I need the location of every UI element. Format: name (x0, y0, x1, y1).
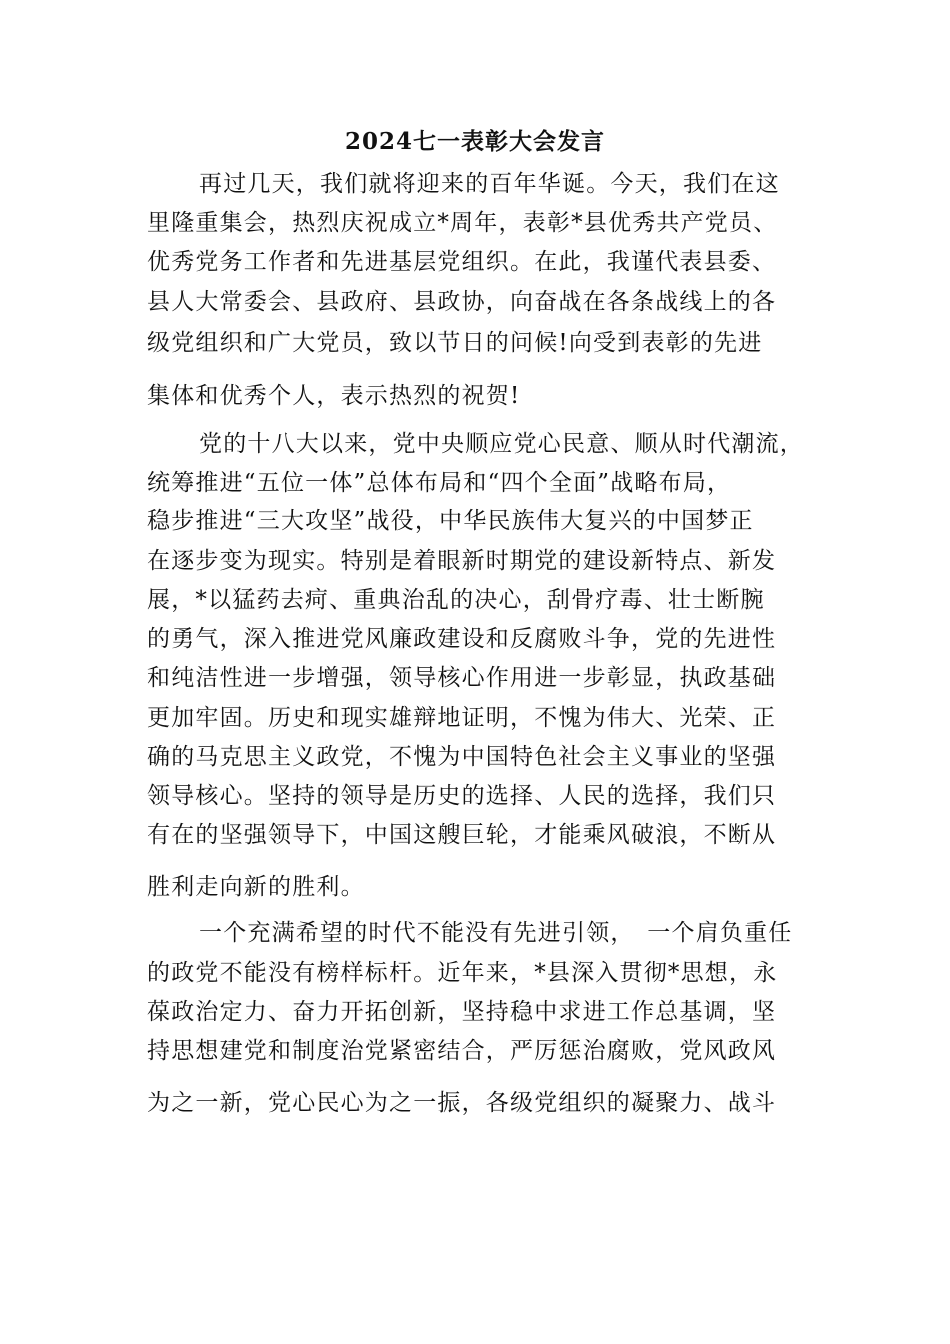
paragraph-2-line-12: 胜利走向新的胜利。 (147, 874, 365, 900)
paragraph-1-line-3: 优秀党务工作者和先进基层党组织。在此，我谨代表县委、 (147, 249, 777, 275)
paragraph-3-line-1: 一个充满希望的时代不能没有先进引领， 一个肩负重任 (199, 920, 793, 946)
paragraph-1-line-5: 级党组织和广大党员，致以节日的问候!向受到表彰的先进 (147, 330, 763, 356)
paragraph-2-line-3: 稳步推进“三大攻坚”战役，中华民族伟大复兴的中国梦正 (147, 508, 754, 534)
paragraph-1-line-6: 集体和优秀个人，表示热烈的祝贺! (147, 383, 521, 409)
paragraph-1-line-4: 县人大常委会、县政府、县政协，向奋战在各条战线上的各 (147, 289, 777, 315)
paragraph-3-line-3: 葆政治定力、奋力开拓创新，坚持稳中求进工作总基调，坚 (147, 999, 777, 1025)
paragraph-2-line-4: 在逐步变为现实。特别是着眼新时期党的建设新特点、新发 (147, 548, 777, 574)
paragraph-2-line-10: 领导核心。坚持的领导是历史的选择、人民的选择，我们只 (147, 783, 777, 809)
paragraph-2-line-11: 有在的坚强领导下，中国这艘巨轮，才能乘风破浪，不断从 (147, 822, 777, 848)
paragraph-2-line-6: 的勇气，深入推进党风廉政建设和反腐败斗争，党的先进性 (147, 626, 777, 652)
paragraph-2-line-5: 展，*以猛药去疴、重典治乱的决心，刮骨疗毒、壮士断腕 (147, 587, 765, 613)
paragraph-2-line-2: 统筹推进“五位一体”总体布局和“四个全面”战略布局， (147, 470, 732, 496)
paragraph-2-line-7: 和纯洁性进一步增强，领导核心作用进一步彰显，执政基础 (147, 665, 777, 691)
paragraph-3-line-5: 为之一新，党心民心为之一振，各级党组织的凝聚力、战斗 (147, 1090, 777, 1116)
paragraph-2-line-1: 党的十八大以来，党中央顺应党心民意、顺从时代潮流， (199, 431, 804, 457)
paragraph-3-line-4: 持思想建党和制度治党紧密结合，严厉惩治腐败，党风政风 (147, 1038, 777, 1064)
paragraph-2-line-8: 更加牢固。历史和现实雄辩地证明，不愧为伟大、光荣、正 (147, 705, 777, 731)
document-title: 2024七一表彰大会发言 (344, 128, 605, 155)
paragraph-3-line-2: 的政党不能没有榜样标杆。近年来，*县深入贯彻*思想，永 (147, 960, 778, 986)
paragraph-1-line-1: 再过几天，我们就将迎来的百年华诞。今天，我们在这 (199, 171, 780, 197)
paragraph-2-line-9: 确的马克思主义政党，不愧为中国特色社会主义事业的坚强 (147, 744, 777, 770)
paragraph-1-line-2: 里隆重集会，热烈庆祝成立*周年，表彰*县优秀共产党员、 (147, 210, 778, 236)
